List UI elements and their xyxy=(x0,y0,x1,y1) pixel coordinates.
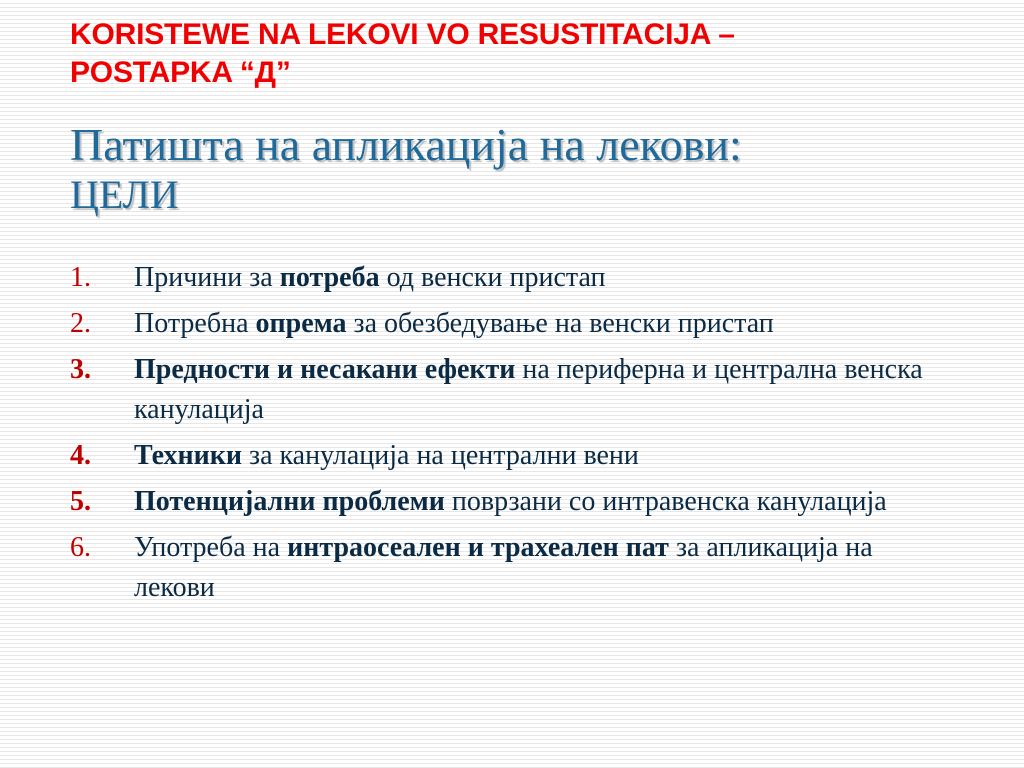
list-item xyxy=(70,482,950,522)
list-item xyxy=(70,258,950,298)
list-item xyxy=(70,436,950,476)
header-title-line-2: POSTAPKA “Д” xyxy=(70,56,291,89)
list-item-text-post: за апликација на лекови xyxy=(134,532,873,603)
list-item-text xyxy=(134,528,950,608)
goals-list xyxy=(70,258,950,614)
subtitle xyxy=(70,118,970,218)
list-item-text-pre: Употреба на xyxy=(134,532,288,563)
list-item-text-bold: интраосеален и трахеален пат xyxy=(287,532,669,563)
list-item-text xyxy=(134,436,950,476)
list-item-text xyxy=(134,482,950,522)
list-item-text-post: на периферна и централна венска канулација xyxy=(134,354,923,425)
list-item-number: 3. xyxy=(70,354,91,385)
list-item-text-pre: Потребна xyxy=(134,308,256,339)
list-item-text-post: за обезбедување на венски пристап xyxy=(346,308,774,339)
list-item-text-bold: Потенцијални проблеми xyxy=(134,486,445,517)
list-item-text xyxy=(134,304,950,344)
subtitle-line-1: Патишта на апликација на лекови: xyxy=(70,119,742,170)
list-item-text-bold: потреба xyxy=(279,262,380,293)
list-item-text xyxy=(134,258,950,298)
list-item-text-pre: Причини за xyxy=(134,262,280,293)
list-item-text-post: од венски пристап xyxy=(379,262,606,293)
list-item-text-post: за канулација на централни вени xyxy=(242,440,639,471)
list-item-text-bold: Предности и несакани ефекти xyxy=(134,354,516,385)
list-item xyxy=(70,350,950,430)
list-item xyxy=(70,304,950,344)
list-item-text-post: поврзани со интравенска канулација xyxy=(444,486,887,517)
subtitle-line-2: ЦЕЛИ xyxy=(70,172,179,217)
list-item-number: 1. xyxy=(70,262,91,293)
list-item xyxy=(70,528,950,608)
list-item-number: 5. xyxy=(70,486,91,517)
list-item-text-bold: Техники xyxy=(134,440,243,471)
list-item-number: 6. xyxy=(70,532,91,563)
list-item-number: 2. xyxy=(70,308,91,339)
list-item-text xyxy=(134,350,950,430)
list-item-text-bold: опрема xyxy=(255,308,347,339)
list-item-number: 4. xyxy=(70,440,91,471)
header-title xyxy=(70,16,970,92)
header-title-line-1: KORISTEWE NA LEKOVI VO RESUSTITACIJA – xyxy=(70,18,735,51)
